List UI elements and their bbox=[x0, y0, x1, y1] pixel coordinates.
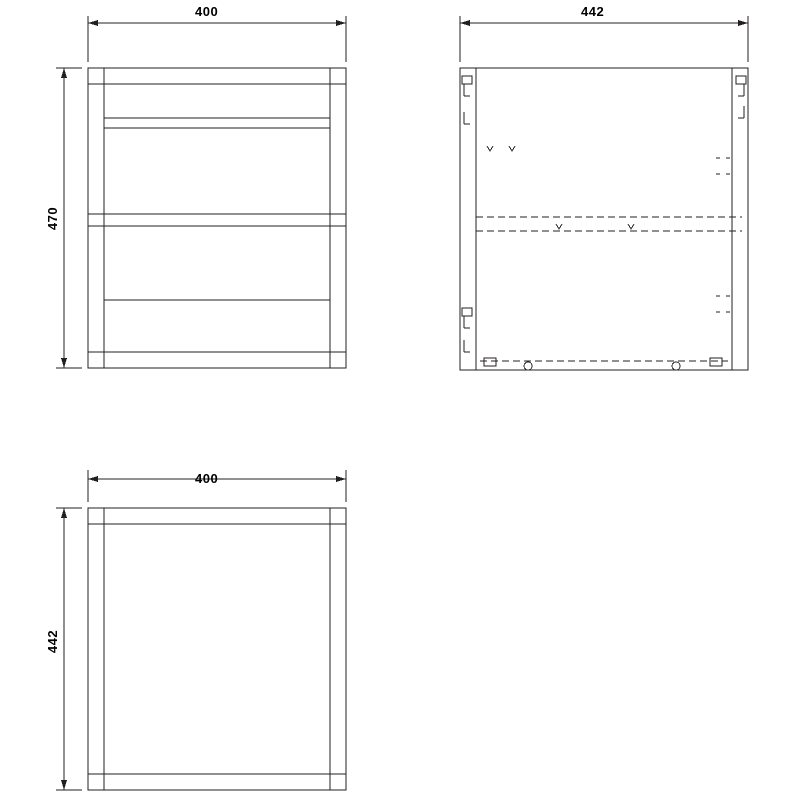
top-view-geometry bbox=[460, 68, 748, 370]
side-width-label: 400 bbox=[195, 471, 219, 486]
front-width-dimension bbox=[88, 16, 346, 62]
top-width-label: 442 bbox=[581, 4, 605, 19]
top-width-dimension bbox=[460, 16, 748, 62]
side-height-label: 442 bbox=[45, 629, 61, 654]
side-view-geometry bbox=[88, 508, 346, 790]
front-width-label: 400 bbox=[195, 4, 219, 19]
front-height-label: 470 bbox=[45, 206, 61, 231]
front-view-geometry bbox=[88, 68, 346, 368]
